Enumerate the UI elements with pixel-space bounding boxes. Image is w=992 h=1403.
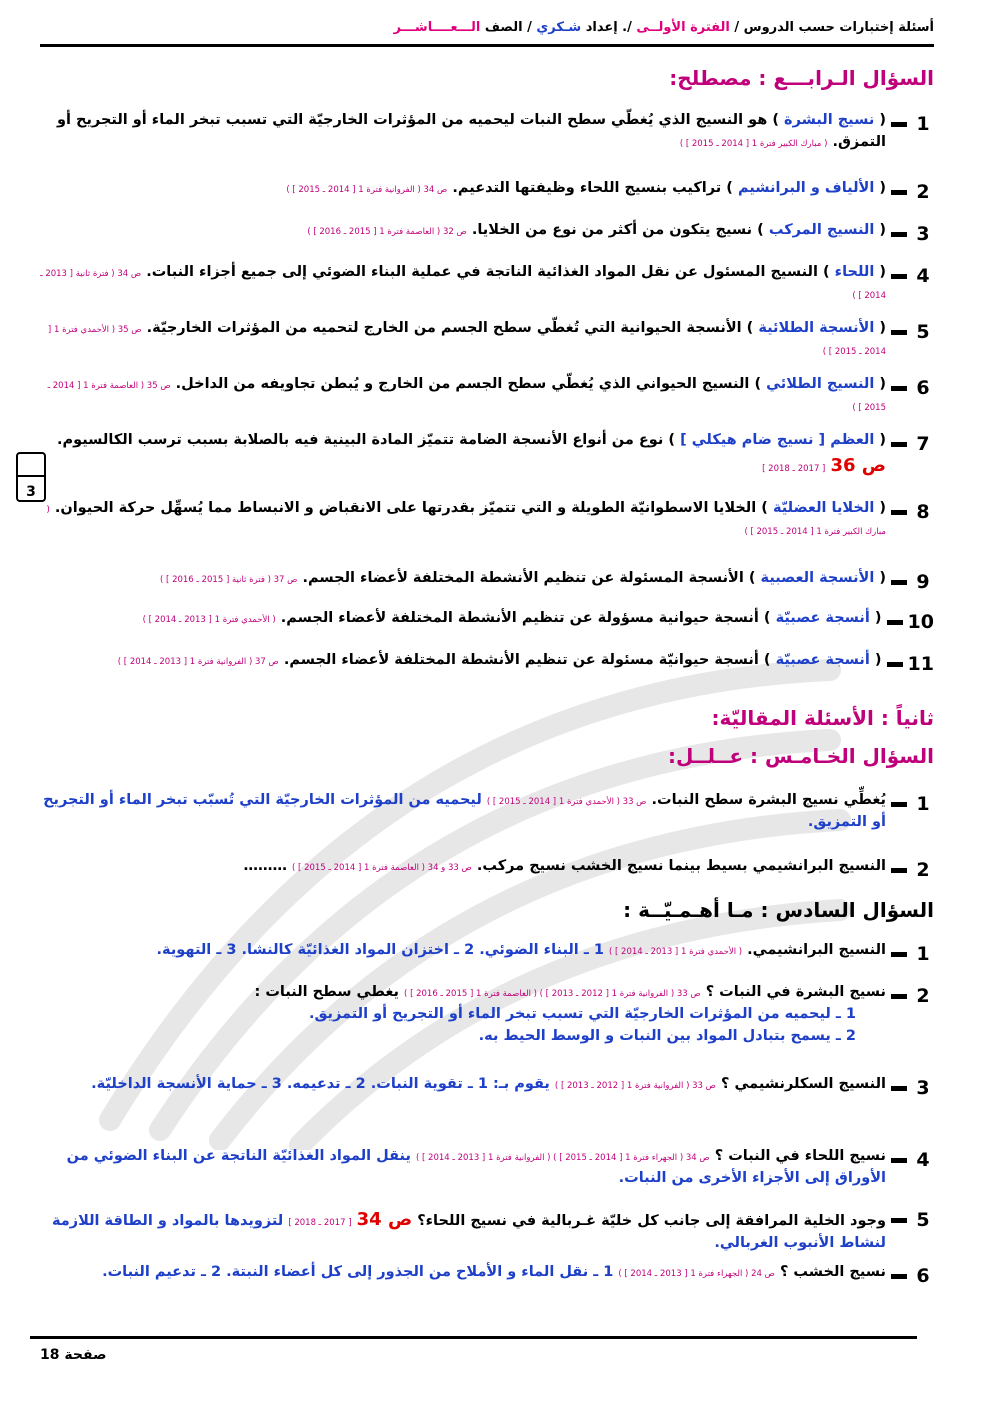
item-answer: 1 ـ نقل الماء و الأملاح من الجذور إلى كل أعضاء النبتة. 2 ـ تدعيم النبات.: [102, 1264, 614, 1280]
list-item: [30, 856, 934, 885]
item-term: أنسجة عصبيّة: [775, 610, 870, 626]
list-item: 1 ( نسيج البشرة ) هو النسيج الذي يُغطّي سطح النبات ليحميه من المؤثرات الخارجيّة التي تسبب تبخر الماء أو التجريح أو التمزق. ( مبارك الكبير فترة 1 [ 2014 ـ 2015 ] ): [30, 110, 934, 154]
item-text: أنسجة حيوانيّة مسئولة عن تنظيم الأنشطة المختلفة لأعضاء الجسم.: [283, 652, 759, 668]
item-answer: ليحميه من المؤثرات الخارجيّة التي تُسبّب تبخر الماء أو التجريح أو التمزيق.: [43, 792, 886, 830]
item-text: تراكيب بنسيج اللحاء وظيفتها التدعيم.: [452, 180, 722, 196]
item-number: 4: [916, 1149, 930, 1171]
item-ref: ( الأحمدي فترة 1 [ 2013 ـ 2014 ] ): [142, 615, 276, 625]
item-ref: ص 33 و 34 ( العاصمة فترة 1 [ 2014 ـ 2015 ] ): [292, 863, 472, 873]
item-number: 6: [916, 377, 930, 399]
list-item: 8 ( الخلايا العضليّة ) الخلايا الاسطوانيّة الطويلة و التي تتميّز بقدرتها على الانقباض و الانبساط مما يُسهِّل حركة الحيوان. ( مبارك الكبير فترة 1 [ 2014 ـ 2015 ] ): [30, 498, 934, 542]
list-item: 9 ( الأنسجة العصبية ) الأنسجة المسئولة عن تنظيم الأنشطة المختلفة لأعضاء الجسم. ص 37 ( فترة ثانية [ 2015 ـ 2016 ] ): [30, 568, 934, 597]
section4-title-a: السؤال الـرابـــع :: [758, 66, 934, 90]
item-ref: ص 34 ( الفروانية فترة 1 [ 2014 ـ 2015 ] ): [286, 185, 448, 195]
item-number: 1: [916, 793, 930, 815]
item-number: 5: [916, 1209, 930, 1231]
item-ref: ص 34 ( فترة ثانية [ 2013 ـ 2014 ] ): [40, 269, 886, 301]
item-ref: ( مبارك الكبير فترة 1 [ 2014 ـ 2015 ] ): [679, 138, 828, 149]
side-number: 3: [26, 484, 36, 500]
list-item: [30, 790, 934, 834]
section5-title-a: السؤال الخـامـس :: [749, 744, 934, 768]
item-text: وجود الخلية المرافقة إلى جانب كل خليّة غـربالية في نسيج اللحاء؟: [417, 1213, 886, 1229]
header-part4: شـكري: [536, 20, 582, 35]
section6-title: [30, 898, 934, 922]
item-number: 9: [916, 571, 930, 593]
item-term: الخلايا العضليّة: [772, 500, 875, 516]
list-item: 2 ( الألياف و البرانشيم ) تراكيب بنسيج اللحاء وظيفتها التدعيم. ص 34 ( الفروانية فترة 1 [ 2014 ـ 2015 ] ): [30, 178, 934, 207]
item-text: نسيج البشرة في النبات ؟: [705, 984, 886, 1000]
item-number: 2: [916, 859, 930, 881]
item-ref: ص 35 ( الأحمدي فترة 1 [ 2014 ـ 2015 ] ): [47, 325, 886, 357]
list-item: [30, 940, 934, 969]
item-ref: ص 33 ( الفروانية فترة 1 [ 2012 ـ 2013 ] ): [554, 1081, 716, 1091]
header-part2: الفترة الأولــى: [636, 20, 730, 35]
header-part6: الـــعــــاشـــر: [393, 20, 481, 35]
header-part3: /. إعداد: [585, 20, 632, 35]
header-divider: [40, 44, 934, 47]
section4-title-b: مصطلح:: [669, 66, 752, 90]
item-text: نسيج الخشب ؟: [779, 1264, 886, 1280]
item-ref: [ 2017 ـ 2018 ]: [288, 1218, 352, 1228]
item-ref: ص 33 ( الأحمدي فترة 1 [ 2014 ـ 2015 ] ): [486, 797, 647, 807]
item-term: النسيج الطلائي: [766, 376, 875, 392]
list-item: [30, 1146, 934, 1190]
item-number: 3: [916, 1077, 930, 1099]
list-item: [30, 1074, 934, 1103]
item-answer-line: 2 ـ يسمح بتبادل المواد بين النبات و الوسط الحيط به.: [478, 1027, 856, 1044]
item-text: الخلايا الاسطوانيّة الطويلة و التي تتميّز بقدرتها على الانقباض و الانبساط مما يُسهِّل حركة الحيوان.: [54, 500, 757, 516]
header-part5: / الصف: [484, 20, 532, 35]
item-text: النسيج البرانشيمي بسيط بينما نسيج الخشب نسيج مركب.: [476, 858, 886, 874]
item-ref: ( مبارك الكبير فترة 1 [ 2014 ـ 2015 ] ): [46, 505, 886, 537]
item-number: 8: [916, 501, 930, 523]
item-ref: ( الأحمدي فترة 1 [ 2013 ـ 2014 ] ): [609, 947, 743, 957]
list-item: 3 ( النسيج المركب ) نسيج يتكون من أكثر من نوع من الخلايا. ص 32 ( العاصمة فترة 1 [ 2015 ـ 2016 ] ): [30, 220, 934, 249]
item-text: نوع من أنواع الأنسجة الضامة تتميّز المادة البينية فيه بالصلابة بسبب ترسب الكالسيوم.: [57, 432, 664, 448]
item-term: نسيج البشرة: [784, 112, 875, 128]
item-term: الأنسجة الطلائية: [758, 320, 875, 336]
side-number-box: [16, 452, 46, 502]
item-ref-page: ص 36: [830, 454, 886, 476]
item-text: النسيج الحيواني الذي يُغطّي سطح الجسم من الخارج و يُبطن تجاويفه من الداخل.: [175, 376, 750, 392]
section4-title: [30, 66, 934, 90]
item-text: نسيج اللحاء في النبات ؟: [714, 1148, 886, 1164]
item-ref: ص 37 ( الفروانية فترة 1 [ 2013 ـ 2014 ] ): [117, 657, 279, 667]
item-number: 6: [916, 1265, 930, 1287]
item-number: 5: [916, 321, 930, 343]
list-item: [30, 1262, 934, 1291]
item-number: 3: [916, 223, 930, 245]
item-number: 1: [916, 943, 930, 965]
item-text: النسيج المسئول عن نقل المواد الغذائية الناتجة في عملية البناء الضوئي إلى جميع أجزاء النبات.: [146, 264, 818, 280]
page-number: صفحة 18: [40, 1347, 107, 1363]
part2-title: ثانياً : الأسئلة المقاليّة:: [711, 706, 934, 730]
section5-title-b: عــلــل:: [667, 744, 744, 768]
item-text: النسيج السكلرنشيمي ؟: [720, 1076, 886, 1092]
item-text: الأنسجة الحيوانية التي تُغطّي سطح الجسم من الخارج لتحميه من المؤثرات الخارجيّة.: [146, 320, 742, 336]
item-number: 11: [907, 653, 934, 675]
list-item: [30, 1206, 934, 1255]
item-answer-line: 1 ـ ليحميه من المؤثرات الخارجيّة التي تسبب تبخر الماء أو التجريح أو التمزيق.: [308, 1005, 856, 1022]
item-answer: ينقل المواد الغذائيّة الناتجة عن البناء الضوئي من الأوراق إلى الأجزاء الأخرى من النبات.: [66, 1148, 886, 1186]
item-dots: ………: [243, 858, 287, 874]
item-term: الأنسجة العصبية: [760, 570, 875, 586]
item-answer: يقوم بـ: 1 ـ تقوية النبات. 2 ـ تدعيمه. 3 ـ حماية الأنسجة الداخليّة.: [91, 1076, 550, 1092]
item-number: 1: [916, 113, 930, 135]
list-item: 10 ( أنسجة عصبيّة ) أنسجة حيوانية مسؤولة عن تنظيم الأنشطة المختلفة لأعضاء الجسم. ( الأحمدي فترة 1 [ 2013 ـ 2014 ] ): [30, 608, 934, 637]
item-ref: [ 2017 ـ 2018 ]: [762, 463, 826, 474]
item-number: 2: [916, 181, 930, 203]
list-item: 5 ( الأنسجة الطلائية ) الأنسجة الحيوانية التي تُغطّي سطح الجسم من الخارج لتحميه من المؤثرات الخارجيّة. ص 35 ( الأحمدي فترة 1 [ 2014 ـ 2015 ] ): [30, 318, 934, 362]
list-item: 6 ( النسيج الطلائي ) النسيج الحيواني الذي يُغطّي سطح الجسم من الخارج و يُبطن تجاويفه من الداخل. ص 35 ( العاصمة فترة 1 [ 2014 ـ 2015 ] ): [30, 374, 934, 418]
section6-title-b: مـا أهـمـيّــة :: [623, 898, 754, 922]
list-item: 7 ( العظم [ نسيج ضام هيكلي ] ) نوع من أنواع الأنسجة الضامة تتميّز المادة البينية فيه بالصلابة بسبب ترسب الكالسيوم. ص 36 [ 2017 ـ 2018 ]: [30, 430, 934, 479]
page-header: [30, 20, 934, 35]
item-term: العظم [ نسيج ضام هيكلي ]: [680, 432, 875, 448]
item-number: 2: [916, 985, 930, 1007]
item-ref: ص 33 ( الفروانية فترة 1 [ 2012 ـ 2013 ] ) ( العاصمة فترة 1 [ 2015 ـ 2016 ] ): [404, 989, 701, 999]
item-answer: 1 ـ البناء الضوئي. 2 ـ اختزان المواد الغذائيّة كالنشا. 3 ـ التهوية.: [156, 942, 604, 958]
item-term: اللحاء: [834, 264, 875, 280]
section6-title-a: السؤال السادس :: [760, 898, 934, 922]
item-text: يُغطِّي نسيج البشرة سطح النبات.: [651, 792, 886, 808]
list-item: [30, 982, 934, 1047]
item-ref: ص 24 ( الجهراء فترة 1 [ 2013 ـ 2014 ] ): [618, 1269, 775, 1279]
item-ref: ص 35 ( العاصمة فترة 1 [ 2014 ـ 2015 ] ): [47, 381, 886, 413]
item-number: 4: [916, 265, 930, 287]
item-number: 10: [907, 611, 934, 633]
item-ref: ص 37 ( فترة ثانية [ 2015 ـ 2016 ] ): [160, 575, 298, 585]
item-text: نسيج يتكون من أكثر من نوع من الخلايا.: [471, 222, 753, 238]
header-part1: أسئلة إختبارات حسب الدروس /: [734, 20, 934, 35]
item-ref: ص 32 ( العاصمة فترة 1 [ 2015 ـ 2016 ] ): [307, 227, 467, 237]
item-text: الأنسجة المسئولة عن تنظيم الأنشطة المختلفة لأعضاء الجسم.: [302, 570, 744, 586]
item-term: الألياف و البرانشيم: [737, 180, 875, 196]
item-ref-page: ص 34: [356, 1209, 413, 1230]
section5-title: [30, 744, 934, 768]
item-term: أنسجة عصبيّة: [775, 652, 870, 668]
list-item: 4 ( اللحاء ) النسيج المسئول عن نقل المواد الغذائية الناتجة في عملية البناء الضوئي إلى جميع أجزاء النبات. ص 34 ( فترة ثانية [ 2013 ـ 2014 ] ): [30, 262, 934, 306]
item-term: النسيج المركب: [768, 222, 875, 238]
footer-divider: [30, 1336, 917, 1339]
item-ref: ص 34 ( الجهراء فترة 1 [ 2014 ـ 2015 ] ) ( الفروانية فترة 1 [ 2013 ـ 2014 ] ): [416, 1153, 710, 1163]
item-text: أنسجة حيوانية مسؤولة عن تنظيم الأنشطة المختلفة لأعضاء الجسم.: [280, 610, 759, 626]
item-text: النسيج البرانشيمي.: [747, 942, 886, 958]
list-item: 11 ( أنسجة عصبيّة ) أنسجة حيوانيّة مسئولة عن تنظيم الأنشطة المختلفة لأعضاء الجسم. ص 37 ( الفروانية فترة 1 [ 2013 ـ 2014 ] ): [30, 650, 934, 679]
item-answer-head: يغطي سطح النبات :: [254, 984, 399, 1000]
item-text: هو النسيج الذي يُغطّي سطح النبات ليحميه من المؤثرات الخارجيّة التي تسبب تبخر الماء أو التجريح أو التمزق.: [57, 112, 886, 150]
item-answer: لتزويدها بالمواد و الطاقة اللازمة لنشاط الأنبوب الغربالي.: [51, 1213, 886, 1251]
item-number: 7: [916, 433, 930, 455]
